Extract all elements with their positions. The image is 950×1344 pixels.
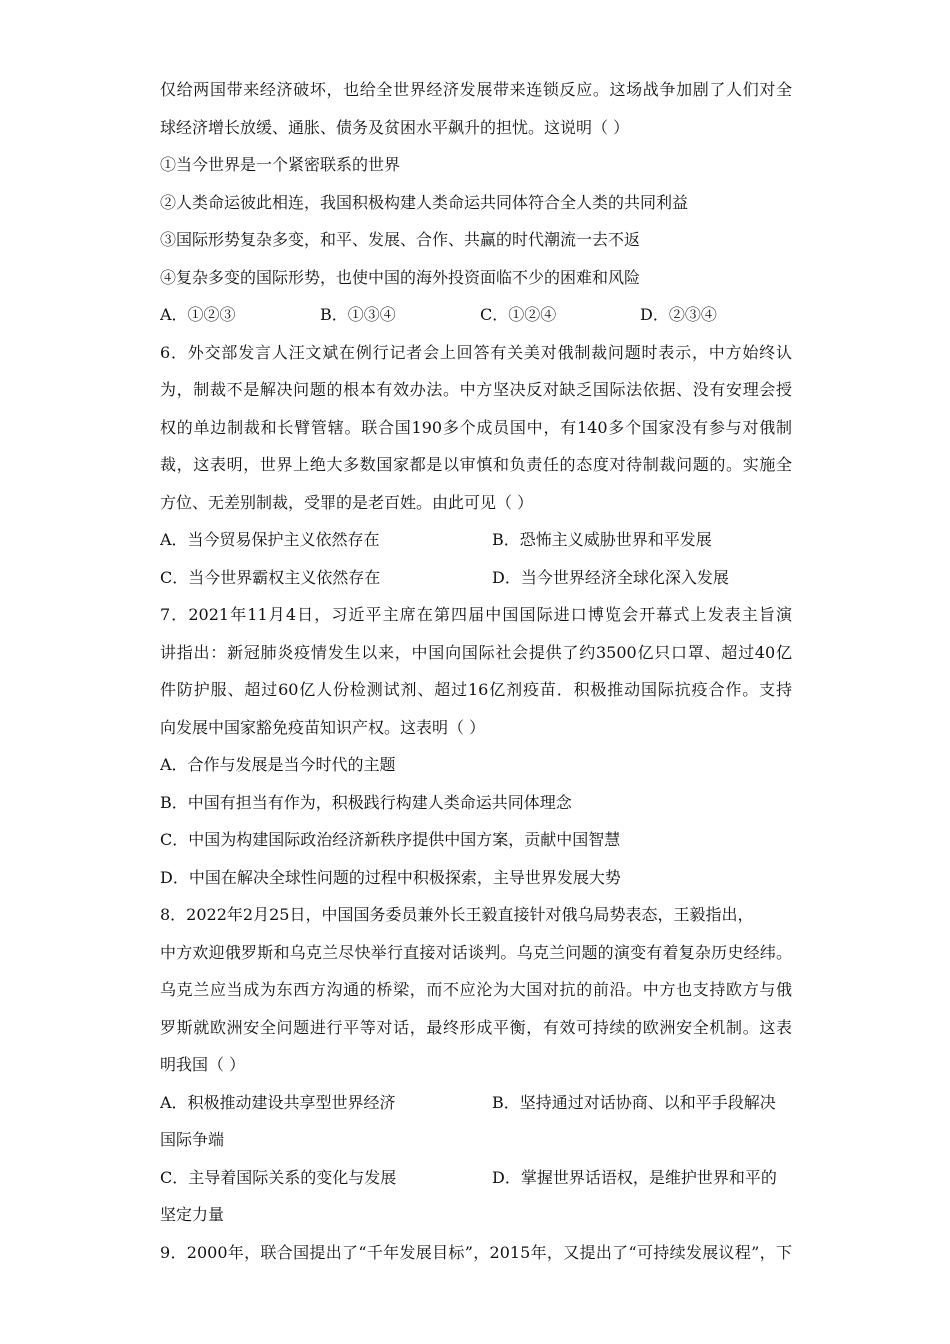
q8-option-a[interactable]: A．积极推动建设共享型世界经济 xyxy=(160,1093,396,1112)
q8-stem-line-3: 乌克兰应当成为东西方沟通的桥梁，而不应沦为大国对抗的前沿。中方也支持欧方与俄 xyxy=(160,980,792,999)
q5-stem-line-1: 仅给两国带来经济破坏，也给全世界经济发展带来连锁反应。这场战争加剧了人们对全 xyxy=(160,80,792,99)
q7-option-c[interactable]: C．中国为构建国际政治经济新秩序提供中国方案，贡献中国智慧 xyxy=(160,830,621,849)
q5-statement-4: ④复杂多变的国际形势，也使中国的海外投资面临不少的困难和风险 xyxy=(160,268,641,287)
q6-stem-line-2: 为，制裁不是解决问题的根本有效办法。中方坚决反对缺乏国际法依据、没有安理会授 xyxy=(160,380,792,399)
q7-stem-line-2: 讲指出：新冠肺炎疫情发生以来，中国向国际社会提供了约3500亿只口罩、超过40亿 xyxy=(160,643,792,662)
q8-option-c[interactable]: C．主导着国际关系的变化与发展 xyxy=(160,1168,397,1187)
q5-option-b[interactable]: B．①③④ xyxy=(320,305,396,324)
q5-option-c[interactable]: C．①②④ xyxy=(480,305,557,324)
q6-option-a[interactable]: A．当今贸易保护主义依然存在 xyxy=(160,530,380,549)
q9-stem-line-1: 9．2000年，联合国提出了“千年发展目标”，2015年，又提出了“可持续发展议程”，下 xyxy=(160,1243,792,1262)
q8-option-d-continued: 坚定力量 xyxy=(160,1205,225,1224)
q8-option-b[interactable]: B．坚持通过对话协商、以和平手段解决 xyxy=(492,1093,776,1112)
q8-stem-line-4: 罗斯就欧洲安全问题进行平等对话，最终形成平衡，有效可持续的欧洲安全机制。这表 xyxy=(160,1018,792,1037)
q7-option-a[interactable]: A．合作与发展是当今时代的主题 xyxy=(160,755,396,774)
q7-stem-line-4: 向发展中国家豁免疫苗知识产权。这表明（ ） xyxy=(160,718,486,737)
q6-stem-line-5: 方位、无差别制裁，受罪的是老百姓。由此可见（ ） xyxy=(160,493,534,512)
q8-option-d[interactable]: D．掌握世界话语权，是维护世界和平的 xyxy=(492,1168,777,1187)
q5-option-a[interactable]: A．①②③ xyxy=(160,305,236,324)
q7-stem-line-3: 件防护服、超过60亿人份检测试剂、超过16亿剂疫苗．积极推动国际抗疫合作。支持 xyxy=(160,680,792,699)
q5-statement-1: ①当今世界是一个紧密联系的世界 xyxy=(160,155,401,174)
q5-statement-2: ②人类命运彼此相连，我国积极构建人类命运共同体符合全人类的共同利益 xyxy=(160,193,689,212)
q6-option-b[interactable]: B．恐怖主义威胁世界和平发展 xyxy=(492,530,712,549)
q8-option-b-continued: 国际争端 xyxy=(160,1130,225,1149)
q7-option-b[interactable]: B．中国有担当有作为，积极践行构建人类命运共同体理念 xyxy=(160,793,572,812)
q7-stem-line-1: 7．2021年11月4日，习近平主席在第四届中国国际进口博览会开幕式上发表主旨演 xyxy=(160,605,792,624)
q5-stem-line-2: 球经济增长放缓、通胀、债务及贫困水平飙升的担忧。这说明（ ） xyxy=(160,118,630,137)
q8-stem-line-1: 8．2022年2月25日，中国国务委员兼外长王毅直接针对俄乌局势表态，王毅指出， xyxy=(160,905,754,924)
q8-stem-line-2: 中方欢迎俄罗斯和乌克兰尽快举行直接对话谈判。乌克兰问题的演变有着复杂历史经纬。 xyxy=(160,943,792,962)
q5-statement-3: ③国际形势复杂多变，和平、发展、合作、共赢的时代潮流一去不返 xyxy=(160,230,641,249)
q6-stem-line-1: 6．外交部发言人汪文斌在例行记者会上回答有关美对俄制裁问题时表示，中方始终认 xyxy=(160,343,792,362)
q6-stem-line-3: 权的单边制裁和长臂管辖。联合国190多个成员国中，有140多个国家没有参与对俄制 xyxy=(160,418,792,437)
q7-option-d[interactable]: D．中国在解决全球性问题的过程中积极探索，主导世界发展大势 xyxy=(160,868,621,887)
q5-option-d[interactable]: D．②③④ xyxy=(640,305,717,324)
q8-stem-line-5: 明我国（ ） xyxy=(160,1055,246,1074)
q6-option-d[interactable]: D．当今世界经济全球化深入发展 xyxy=(492,568,729,587)
q6-option-c[interactable]: C．当今世界霸权主义依然存在 xyxy=(160,568,381,587)
q6-stem-line-4: 裁，这表明，世界上绝大多数国家都是以审慎和负责任的态度对待制裁问题的。实施全 xyxy=(160,455,792,474)
q5-options xyxy=(160,305,800,325)
